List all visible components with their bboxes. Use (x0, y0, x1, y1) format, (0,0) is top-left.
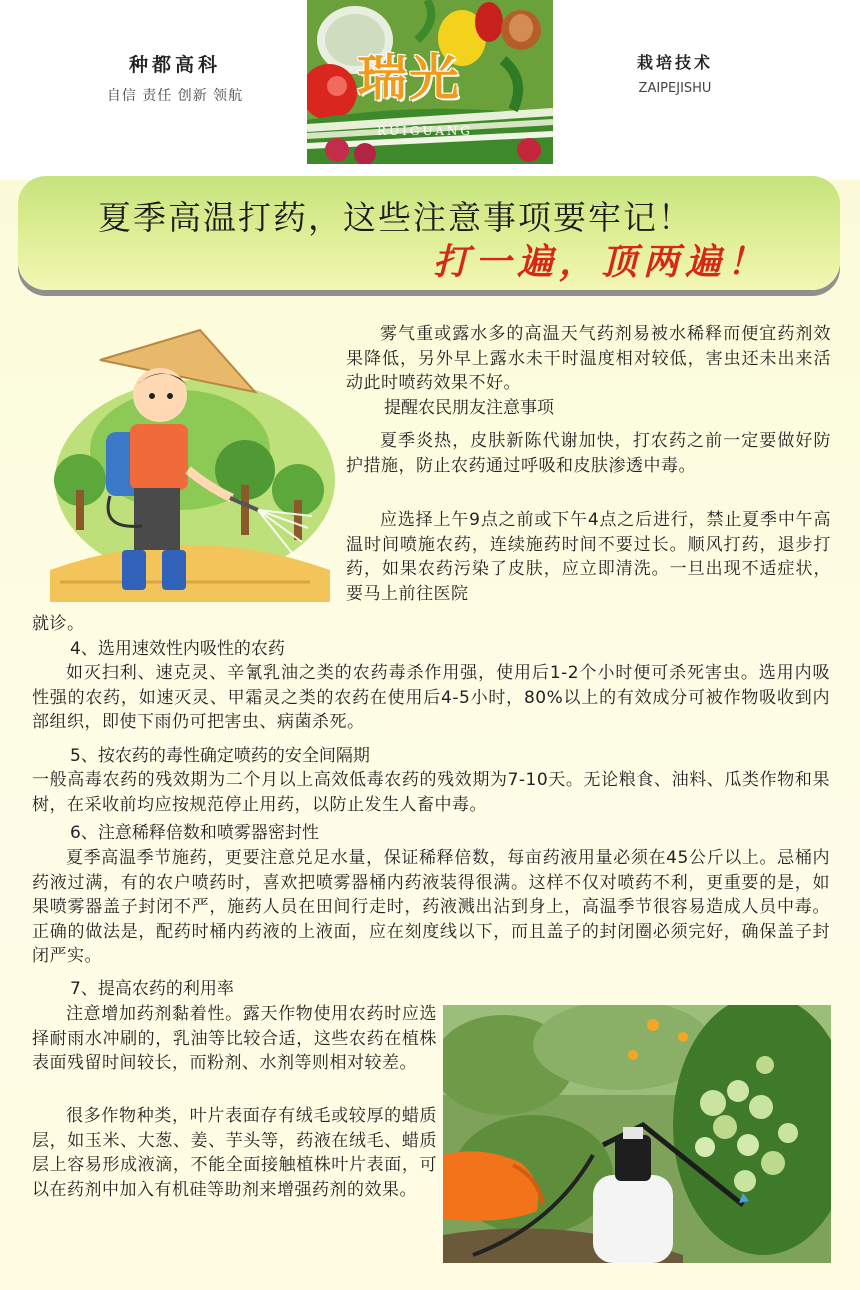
left-brand-slogan: 自信 责任 创新 领航 (106, 88, 244, 104)
paragraph-2: 夏季炎热，皮肤新陈代谢加快，打农药之前一定要做好防护措施，防止农药通过呼吸和皮肤渗透中毒。 (346, 431, 831, 476)
section-5-heading: 5、按农药的毒性确定喷药的安全间隔期 (70, 746, 370, 766)
left-brand-name: 种都高科 (128, 54, 221, 76)
logo-text: 瑞光 (357, 48, 461, 107)
section-7-body-2: 很多作物种类，叶片表面存有绒毛或较厚的蜡质层，如玉米、大葱、姜、芋头等，药液在绒毛、蜡质层上容易形成液滴，不能全面接触植株叶片表面，可以在药剂中加入有机硅等助剂来增强药剂的效果。 (32, 1106, 437, 1200)
tomato-spraying-photo (443, 1005, 831, 1263)
section-6-heading: 6、注意稀释倍数和喷雾器密封性 (70, 823, 319, 843)
section-4-heading: 4、选用速效性内吸性的农药 (70, 639, 285, 659)
page-title: 夏季高温打药，这些注意事项要牢记！ (98, 198, 693, 237)
farmer-illustration-svg (40, 320, 335, 610)
title-banner (18, 176, 840, 290)
paragraph-3: 应选择上午9点之前或下午4点之后进行，禁止夏季中午高温时间喷施农药，连续施药时间不要过长。顺风打药，退步打药，如果农药污染了皮肤，应立即清洗。一旦出现不适症状，要马上前往医院 (346, 510, 831, 604)
right-brand-subtext: ZAIPEJISHU (638, 81, 712, 96)
tomato-plant-photo-svg (443, 1005, 831, 1263)
right-brand-name: 栽培技术 (636, 53, 713, 72)
section-4-body: 如灭扫利、速克灵、辛氰乳油之类的农药毒杀作用强，使用后1-2个小时便可杀死害虫。选用内吸性强的农药，如速灭灵、甲霜灵之类的农药在使用后4-5小时，80%以上的有效成分可被作物吸收到内部组织，即使下雨仍可把害虫、病菌杀死。 (32, 663, 830, 732)
page-subtitle: 打一遍，顶两遍！ (433, 241, 770, 283)
farmer-spraying-illustration (40, 320, 335, 610)
section-6-body: 夏季高温季节施药，更要注意兑足水量，保证稀释倍数，每亩药液用量必须在45公斤以上。忌桶内药液过满，有的农户喷药时，喜欢把喷雾器桶内药液装得很满。这样不仅对喷药不利，更重要的是，如果喷雾器盖子封闭不严，施药人员在田间行走时，药液溅出沾到身上，高温季节很容易造成人员中毒。正确的做法是，配药时桶内药液的上液面，应在刻度线以下，而且盖子的封闭圈必须完好，确保盖子封闭严实。 (32, 848, 830, 966)
right-brand-block (595, 50, 755, 96)
section-7-heading: 7、提高农药的利用率 (70, 979, 234, 999)
logo-subtext: RUIGUANG (377, 124, 473, 138)
ruiguang-logo (307, 0, 553, 164)
reminder-heading: 提醒农民朋友注意事项 (384, 398, 554, 418)
paragraph-1: 雾气重或露水多的高温天气药剂易被水稀释而便宜药剂效果降低，另外早上露水未干时温度相对较低，害虫还未出来活动此时喷药效果不好。 (346, 324, 831, 393)
section-7-body-1: 注意增加药剂黏着性。露天作物使用农药时应选择耐雨水冲刷的，乳油等比较合适，这些农药在植株表面残留时间较长，而粉剂、水剂等则相对较差。 (32, 1004, 437, 1073)
paragraph-3-end: 就诊。 (32, 614, 85, 634)
section-5-body: 一般高毒农药的残效期为二个月以上高效低毒农药的残效期为7-10天。无论粮食、油料、瓜类作物和果树，在采收前均应按规范停止用药，以防止发生人畜中毒。 (32, 770, 830, 815)
left-brand-block (60, 50, 290, 105)
